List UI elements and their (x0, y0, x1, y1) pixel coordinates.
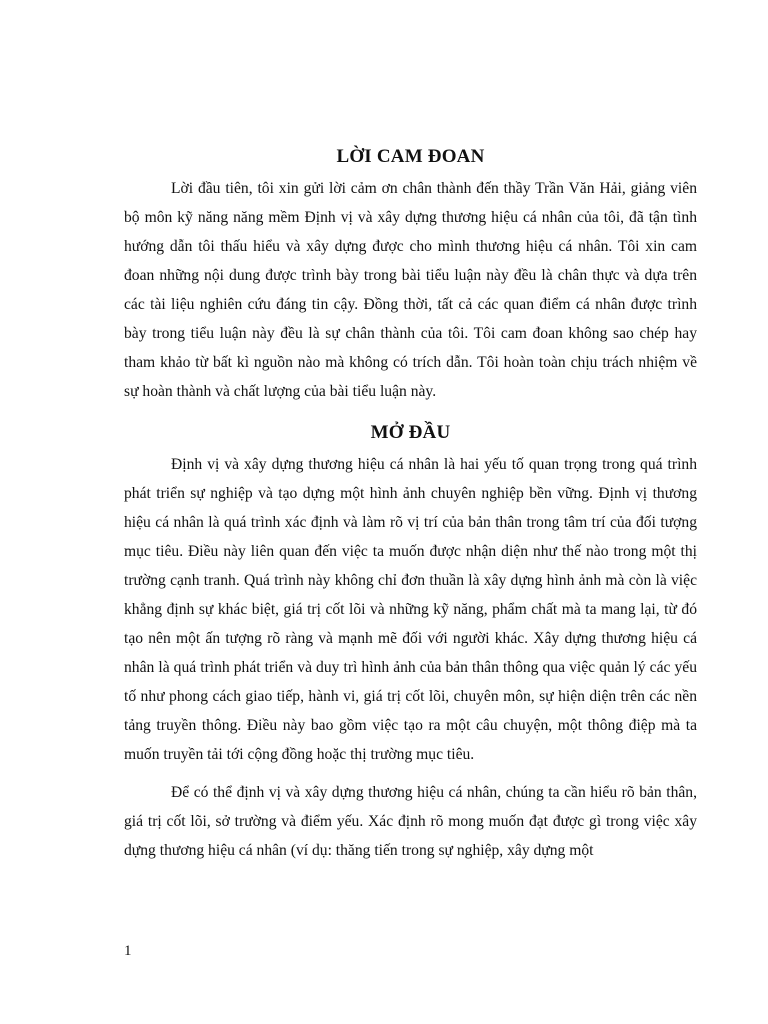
page-content (124, 144, 697, 865)
paragraph-loi-cam-doan: Lời đầu tiên, tôi xin gửi lời cảm ơn chân thành đến thầy Trần Văn Hải, giảng viên bộ môn kỹ năng năng mềm Định vị và xây dựng thương hiệu cá nhân của tôi, đã tận tình hướng dẫn tôi thấu hiểu và xây dựng được cho mình thương hiệu cá nhân. Tôi xin cam đoan những nội dung được trình bày trong bài tiểu luận này đều là chân thực và dựa trên các tài liệu nghiên cứu đáng tin cậy. Đồng thời, tất cả các quan điểm cá nhân được trình bày trong tiểu luận này đều là sự chân thành của tôi. Tôi cam đoan không sao chép hay tham khảo từ bất kì nguồn nào mà không có trích dẫn. Tôi hoàn toàn chịu trách nhiệm về sự hoàn thành và chất lượng của bài tiểu luận này. (124, 180, 697, 400)
section-title-loi-cam-doan: LỜI CAM ĐOAN (336, 146, 485, 167)
page-number: 1 (124, 943, 132, 959)
section-title-mo-dau: MỞ ĐẦU (370, 422, 451, 443)
paragraph-mo-dau-1: Định vị và xây dựng thương hiệu cá nhân là hai yếu tố quan trọng trong quá trình phát triển sự nghiệp và tạo dựng một hình ảnh chuyên nghiệp bền vững. Định vị thương hiệu cá nhân là quá trình xác định và làm rõ vị trí của bản thân trong tâm trí của đối tượng mục tiêu. Điều này liên quan đến việc ta muốn được nhận diện như thế nào trong một thị trường cạnh tranh. Quá trình này không chỉ đơn thuần là xây dựng hình ảnh mà còn là việc khẳng định sự khác biệt, giá trị cốt lõi và những kỹ năng, phẩm chất mà ta mang lại, từ đó tạo nên một ấn tượng rõ ràng và mạnh mẽ đối với người khác. Xây dựng thương hiệu cá nhân là quá trình phát triển và duy trì hình ảnh của bản thân thông qua việc quản lý các yếu tố như phong cách giao tiếp, hành vi, giá trị cốt lõi, chuyên môn, sự hiện diện trên các nền tảng truyền thông. Điều này bao gồm việc tạo ra một câu chuyện, một thông điệp mà ta muốn truyền tải tới cộng đồng hoặc thị trường mục tiêu. (124, 456, 697, 763)
paragraph-mo-dau-2: Để có thể định vị và xây dựng thương hiệu cá nhân, chúng ta cần hiểu rõ bản thân, giá trị cốt lõi, sở trường và điểm yếu. Xác định rõ mong muốn đạt được gì trong việc xây dựng thương hiệu cá nhân (ví dụ: thăng tiến trong sự nghiệp, xây dựng một (124, 784, 697, 859)
